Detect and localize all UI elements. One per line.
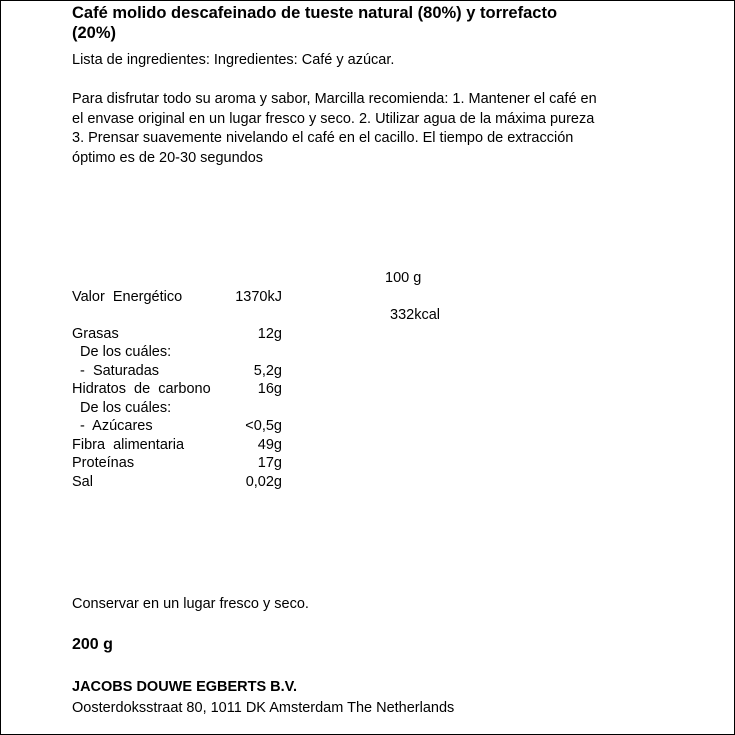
nutrition-row xyxy=(72,436,472,455)
company-name: JACOBS DOUWE EGBERTS B.V. xyxy=(72,679,298,695)
nutrition-value-kj: 1370kJ xyxy=(235,288,282,305)
nutrition-header-row xyxy=(72,269,472,288)
ingredients-list: Lista de ingredientes: Ingredientes: Café y azúcar. xyxy=(72,52,395,68)
nutrition-header-per-100g: 100 g xyxy=(385,270,422,286)
usage-line: Para disfrutar todo su aroma y sabor, Marcilla recomienda: 1. Mantener el café en xyxy=(72,91,597,107)
nutrition-value-kcal: 332kcal xyxy=(390,307,440,323)
nutrition-value: 12g xyxy=(257,325,282,342)
nutrition-row-energy xyxy=(72,288,472,307)
net-weight: 200 g xyxy=(72,636,113,653)
nutrition-row xyxy=(72,473,472,492)
usage-line: óptimo es de 20-30 segundos xyxy=(72,149,264,166)
product-title-continuation: (20%) xyxy=(72,24,117,42)
nutrition-row-kcal xyxy=(72,306,472,325)
nutrition-value: <0,5g xyxy=(245,418,282,434)
nutrition-label: Valor Energético xyxy=(72,288,183,305)
storage-instructions: Conservar en un lugar fresco y seco. xyxy=(72,596,309,612)
nutrition-label: Fibra alimentaria xyxy=(72,436,185,453)
usage-instructions xyxy=(72,90,597,168)
nutrition-value: 0,02g xyxy=(245,473,282,490)
nutrition-label: - Saturadas xyxy=(72,362,160,379)
nutrition-row xyxy=(72,325,472,344)
nutrition-label: Sal xyxy=(72,473,93,490)
nutrition-row xyxy=(72,362,472,381)
nutrition-label: - Azúcares xyxy=(72,418,153,434)
nutrition-label: Proteínas xyxy=(72,455,135,471)
usage-line: 3. Prensar suavemente nivelando el café en el cacillo. El tiempo de extracción xyxy=(72,130,574,146)
nutrition-table xyxy=(72,269,472,491)
nutrition-value: 5,2g xyxy=(253,362,282,379)
nutrition-label: De los cuáles: xyxy=(72,344,172,360)
nutrition-row xyxy=(72,399,472,418)
nutrition-value: 49g xyxy=(257,436,282,453)
nutrition-value: 16g xyxy=(257,381,282,397)
nutrition-row xyxy=(72,417,472,436)
nutrition-label: Grasas xyxy=(72,325,119,342)
nutrition-label: Hidratos de carbono xyxy=(72,381,211,397)
nutrition-value: 17g xyxy=(257,455,282,471)
company-address: Oosterdoksstraat 80, 1011 DK Amsterdam The Netherlands xyxy=(72,700,455,716)
nutrition-label: De los cuáles: xyxy=(72,399,172,416)
product-title: Café molido descafeinado de tueste natural (80%) y torrefacto xyxy=(72,4,558,22)
nutrition-row xyxy=(72,380,472,399)
usage-line: el envase original en un lugar fresco y seco. 2. Utilizar agua de la máxima pureza xyxy=(72,110,595,127)
nutrition-row xyxy=(72,454,472,473)
nutrition-row xyxy=(72,343,472,362)
